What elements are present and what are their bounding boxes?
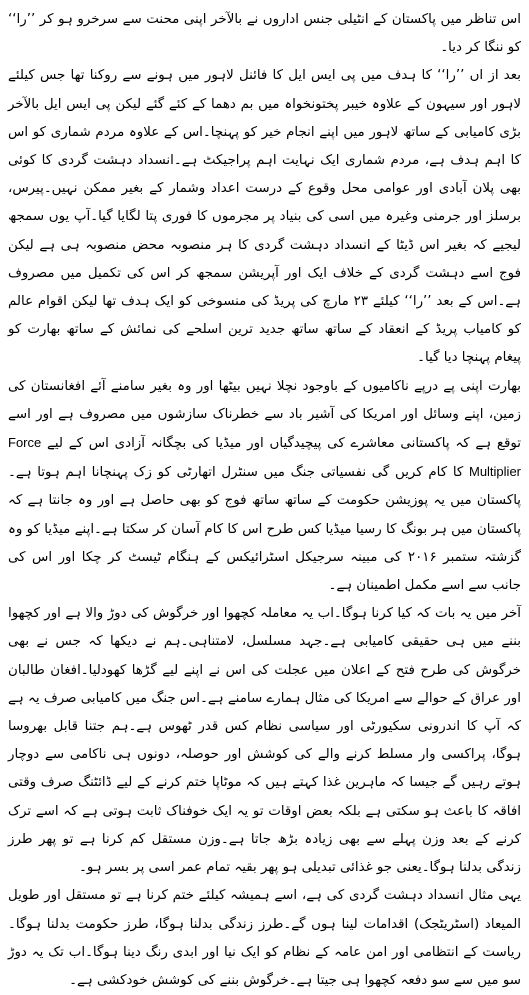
paragraph-5 (8, 882, 521, 995)
paragraph-4 (8, 600, 521, 882)
force-multiplier-term: Force Multiplier (8, 435, 521, 480)
paragraph-4-text: آخر میں یہ بات کہ کیا کرنا ہوگا۔اب یہ معاملہ کچھوا اور خرگوش کی دوڑ والا ہے اور کچھوا بننے میں ہی حقیقی کامیابی ہے۔جہد مسلسل، لامتناہی۔ہم نے دیکھا کہ جس نے بھی خرگوش کی طرح فتح کے اعلان میں عجلت کی اس نے اپنے لیے گڑھا کھودلیا۔افغان طالبان اور عراق کے حوالے سے امریکا کی مثال ہمارے سامنے ہے۔اس جنگ میں کامیابی صرف یہ ہے کہ آپ کا اندرونی سکیورٹی اور سیاسی نظام کس قدر ٹھوس ہے۔ہم جتنا قابل بھروسا ہوگا، پراکسی وار مسلط کرنے والے کی کوشش اور حوصلہ، دونوں ہی ناکامی سے دوچار ہوتے رہیں گے جیسا کہ ماہرین غذا کہتے ہیں کہ موٹاپا ختم کرنے کے لیے ڈائٹنگ صرف وقتی افاقہ کا باعث ہو سکتی ہے بلکہ بعض اوقات تو یہ ایک خوفناک ثابت ہوتی ہے کہ اسے ترک کرنے کے بعد وزن پہلے سے بھی زیادہ بڑھ جاتا ہے۔وزن مستقل کم کرنا ہے تو پھر طرز زندگی بدلنا ہوگا۔یعنی جو غذائی تبدیلی ہو پھر بقیہ تمام عمر اسی پر بسر ہو۔ (8, 606, 521, 876)
paragraph-1-text: اس تناظر میں پاکستان کے انٹیلی جنس اداروں نے بالآخر اپنی محنت سے سرخرو ہو کر ’’را‘‘ کو ننگا کر دیا۔ (8, 12, 521, 56)
paragraph-5-text: یہی مثال انسداد دہشت گردی کی ہے، اسے ہمیشہ کیلئے ختم کرنا ہے تو مستقل اور طویل المیعاد (اسٹریٹجک) اقدامات لینا ہوں گے۔طرز زندگی بدلنا ہوگا، طرز حکومت بدلنا ہوگا۔ریاست کے انتظامی اور امن عامہ کے نظام کو ایک نیا اور ابدی رنگ دینا ہوگا۔اب تک یہ دوڑ سو میں سے سو دفعہ کچھوا ہی جیتا ہے۔خرگوش بننے کی کوشش خودکشی ہے۔ (8, 888, 521, 988)
paragraph-2 (8, 62, 521, 372)
paragraph-3-text-start: بھارت اپنی پے درپے ناکامیوں کے باوجود نچلا نہیں بیٹھا اور وہ بغیر سامنے آئے افغانستان کی زمین، اپنے وسائل اور امریکا کی آشیر باد سے خطرناک سازشوں میں مصروف ہے اور اسے توقع ہے کہ پاکستانی معاشرے کی پیچیدگیاں اور میڈیا کی بچگانہ آزادی اس کے لیے (8, 378, 521, 452)
paragraph-3-text-end: کا کام کریں گی نفسیاتی جنگ میں سنٹرل اتھارٹی کو زک پہنچانا اہم ہوتا ہے۔پاکستان میں یہ پوزیشن حکومت کے ساتھ ساتھ فوج کو بھی حاصل ہے اور وہ جانتا ہے کہ پاکستان میں ہر بونگ کا رسیا میڈیا کس طرح اس کا کام آسان کر سکتا ہے۔اپنے میڈیا کو وہ گزشتہ ستمبر ۲۰۱۶ کی مبینہ سرجیکل اسٹرائیکس کے ہنگام ٹیسٹ کر چکا اور اس کی جانب سے اسے مکمل اطمینان ہے۔ (8, 465, 521, 594)
paragraph-3 (8, 373, 521, 601)
paragraph-2-text: بعد از اں ’’را‘‘ کا ہدف میں پی ایس ایل کا فائنل لاہور میں ہونے سے روکنا تھا جس کیلئے لاہور اور سیہون کے علاوہ خیبر پختونخواہ میں بم دھما کے کئے گئے لیکن پی ایس ایل بالآخر بڑی کامیابی کے ساتھ لاہور میں اپنے انجام خیر کو پہنچا۔اس کے علاوہ مردم شماری کو اس کا اہم ہدف ہے، مردم شماری ایک نہایت اہم پراجیکٹ ہے۔انسداد دہشت گردی کا کوئی بھی پلان آبادی اور عوامی محل وقوع کے درست اعداد وشمار کے بغیر ممکن نہیں۔پیرس، برسلز اور جرمنی وغیرہ میں اسی کی بنیاد پر مجرموں کا فوری پتا لگایا گیا۔آپ یوں سمجھ لیجیے کہ بغیر اس ڈیٹا کے انسداد دہشت گردی کا ہر منصوبہ محض منصوبہ ہی ہے لیکن فوج اسے دہشت گردی کے خلاف ایک اور آپریشن سمجھ کر اس کی تکمیل میں مصروف ہے۔اس کے بعد ’’را‘‘ کیلئے ۲۳ مارچ کی پریڈ کی منسوخی کو ایک ہدف تھا لیکن اقوام عالم کو کامیاب پریڈ کے انعقاد کے ساتھ ساتھ جدید ترین اسلحے کی نمائش کے ساتھ بھارت کو پیغام پہنچا دیا گیا۔ (8, 68, 521, 366)
paragraph-1 (8, 6, 521, 62)
article-body (8, 6, 521, 988)
